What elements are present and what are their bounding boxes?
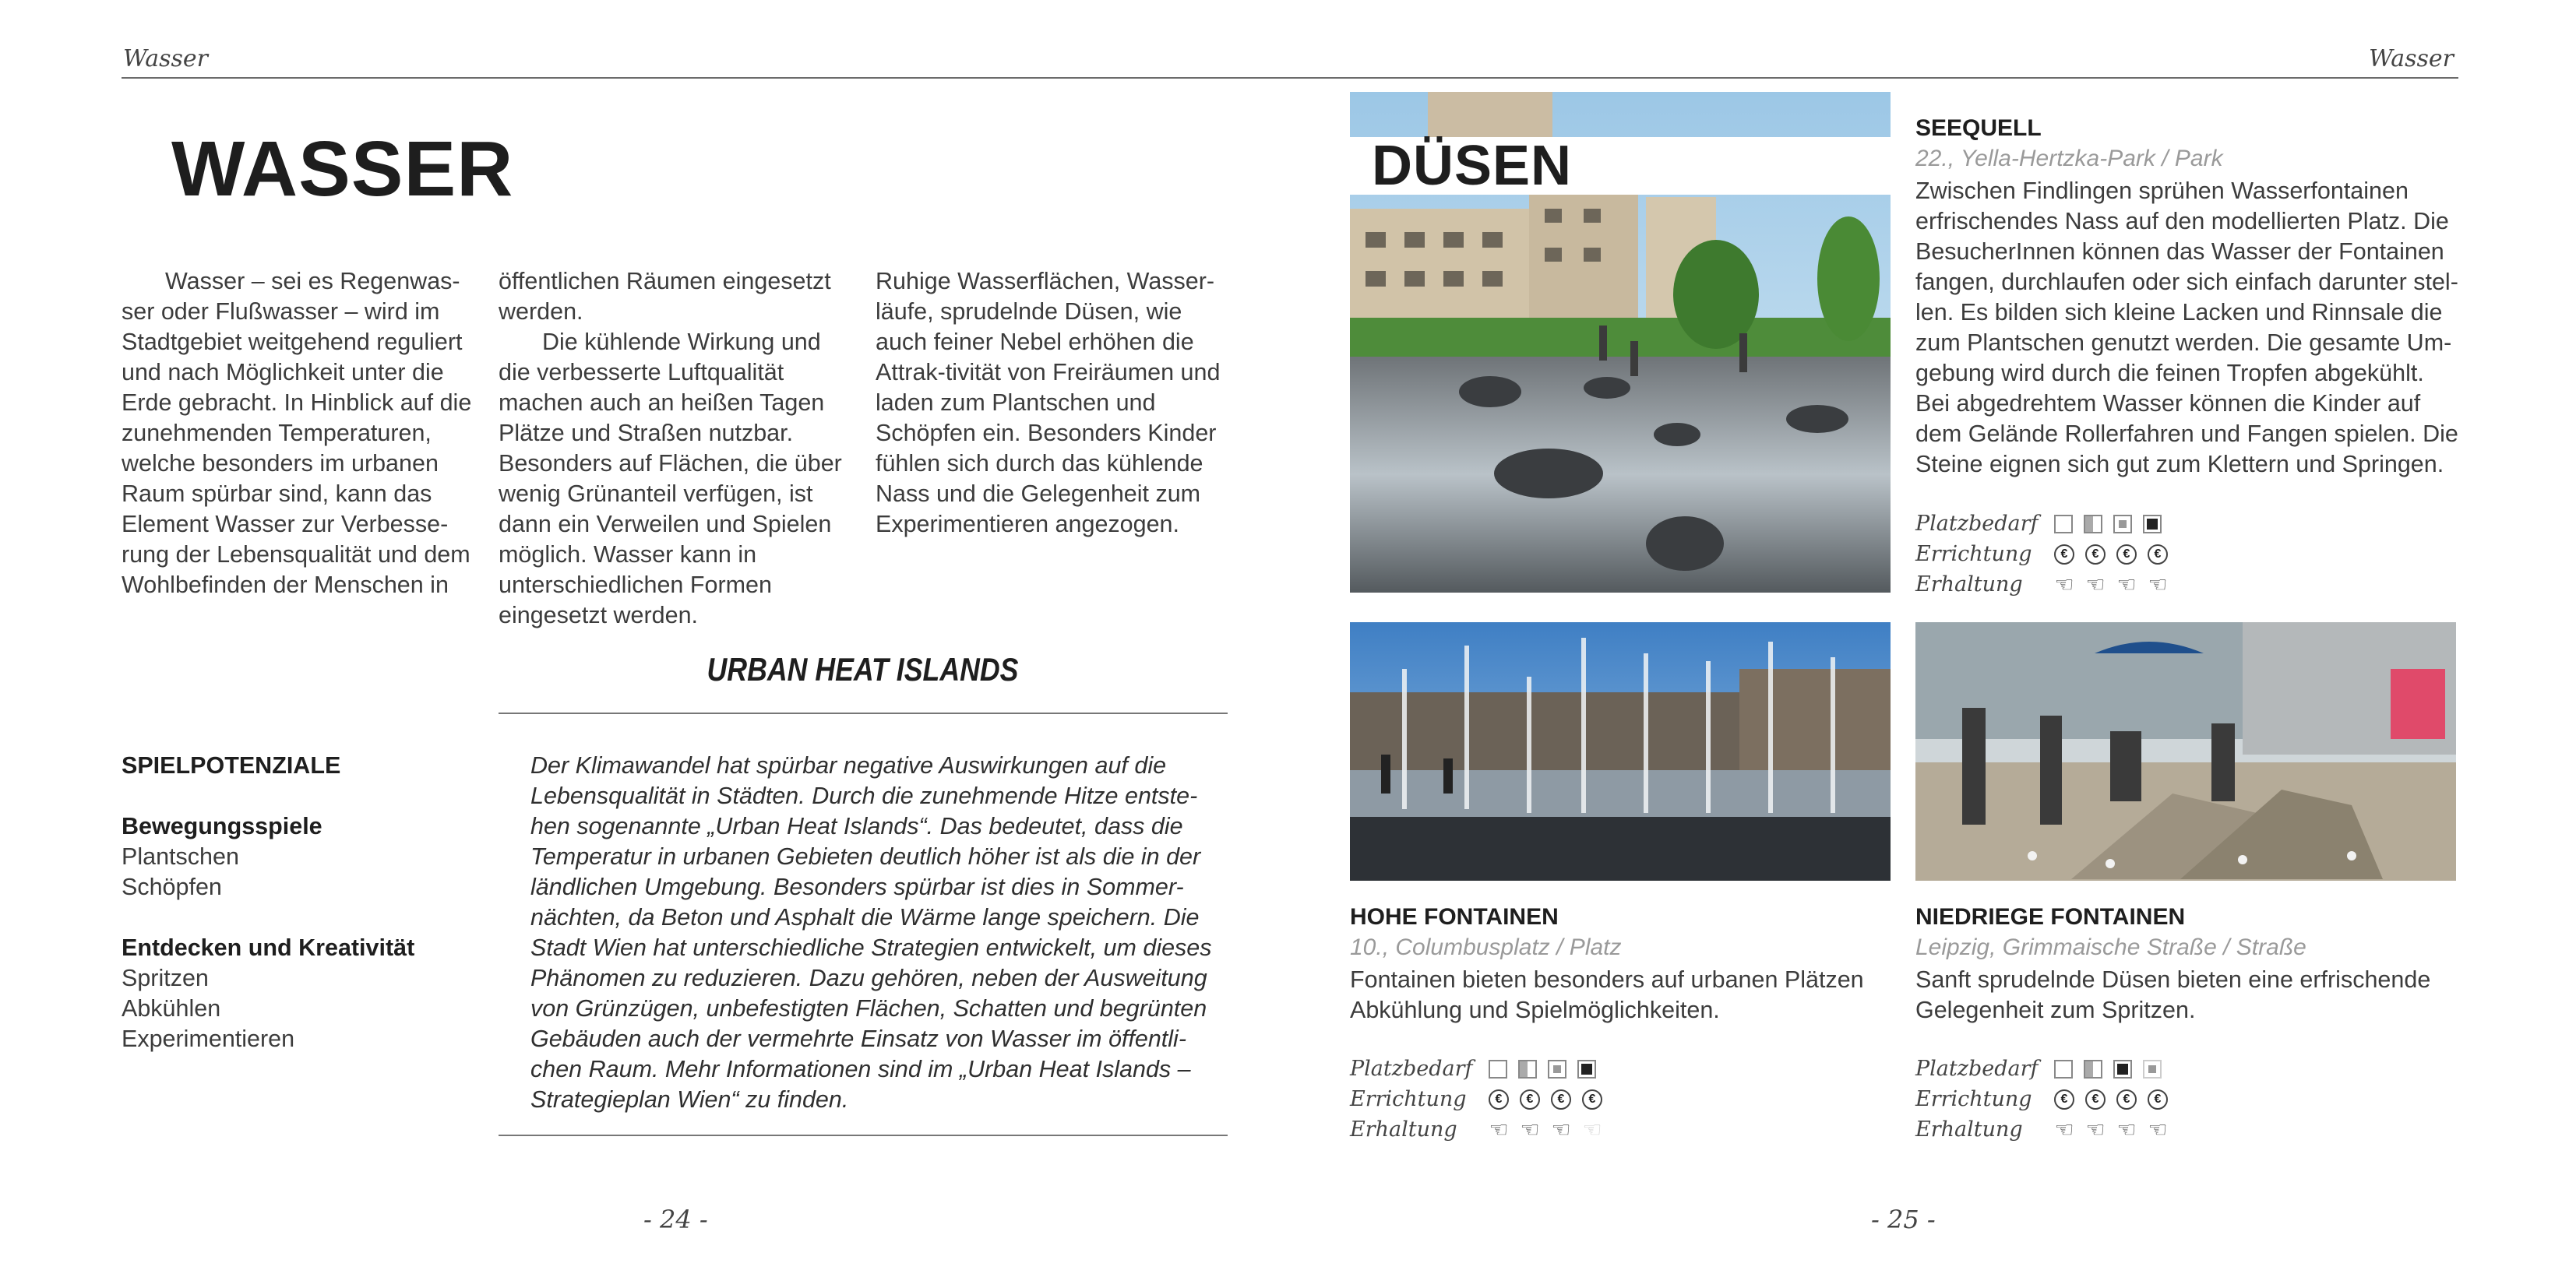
platz-icon xyxy=(2113,1060,2132,1079)
page-number-right: - 25 - xyxy=(1871,1205,1936,1234)
page-number-left: - 24 - xyxy=(643,1205,708,1234)
uhi-heading: URBAN HEAT ISLANDS xyxy=(707,651,1019,688)
rating-label-platz: Platzbedarf xyxy=(1915,1057,2039,1081)
platz-icon xyxy=(2113,515,2132,533)
running-header-left: Wasser xyxy=(123,45,208,72)
hand-icon: ☜ xyxy=(1582,1117,1602,1142)
intro-paragraph-3: Ruhige Wasserflächen, Wasser-läufe, sprudelnde Düsen, wie auch feiner Nebel erhöhen die Attrak-tivität von Freiräumen und laden zum Plantschen und Schöpfen ein. Besonders Kinder fühlen sich durch das kühlende Nass und die Gelegenheit zum Experimentieren angezogen. xyxy=(876,268,1221,537)
euro-icon: € xyxy=(1489,1089,1509,1110)
niedrige-fontainen-location: Leipzig, Grimmaische Straße / Straße xyxy=(1915,934,2306,960)
hohe-fontainen-illustration xyxy=(1350,622,1891,881)
hohe-fontainen-text: Fontainen bieten besonders auf urbanen Plätzen Abkühlung und Spielmöglichkeiten. xyxy=(1350,966,1864,1023)
uhi-rule-top xyxy=(499,713,1228,714)
euro-icon: € xyxy=(1582,1089,1602,1110)
seequell-location: 22., Yella-Hertzka-Park / Park xyxy=(1915,146,2223,171)
hohe-fontainen-location: 10., Columbusplatz / Platz xyxy=(1350,934,1622,960)
section-title: DÜSEN xyxy=(1372,135,1573,197)
entdecken-heading: Entdecken und Kreativität xyxy=(122,934,415,961)
spielpotenziale-heading: SPIELPOTENZIALE xyxy=(122,752,341,779)
euro-icon: € xyxy=(2054,544,2074,565)
hohe-fontainen-heading: HOHE FONTAINEN xyxy=(1350,904,1559,930)
list-item: Spritzen xyxy=(122,965,209,991)
intro-paragraph-1: Wasser – sei es Regenwas-ser oder Flußwasser – wird im Stadtgebiet weitgehend reguliert und nach Möglichkeit unter die Erde gebracht. In Hinblick auf die zunehmenden Temperaturen, welche besonders im urbanen Raum spürbar sind, kann das Element Wasser zur Verbesse-rung der Lebensqualität und dem Wohlbefinden der Menschen in xyxy=(122,268,472,598)
hand-icon: ☜ xyxy=(1520,1117,1540,1142)
euro-icon: € xyxy=(2116,1089,2137,1110)
rating-label-erhaltung: Erhaltung xyxy=(1350,1117,1457,1142)
hand-icon: ☜ xyxy=(2085,1117,2106,1142)
platz-icon xyxy=(2054,1060,2073,1079)
hand-icon: ☜ xyxy=(2054,1117,2074,1142)
euro-icon: € xyxy=(2085,544,2106,565)
spielpotenziale xyxy=(122,751,464,1054)
hand-icon: ☜ xyxy=(1551,1117,1571,1142)
niedrige-fontainen-illustration xyxy=(1915,622,2456,881)
hohe-fontainen-rating xyxy=(1350,1054,1602,1145)
seequell-text: Zwischen Findlingen sprühen Wasserfontainen erfrischendes Nass auf den modellierten Platz. Die BesucherInnen können das Wasser der Fontainen fangen, durchlaufen oder sich einfach darunter stel-len. Es bilden sich kleine Lacken und Rinnsale die zum Plantschen genutzt werden. Die gesamte Um-gebung wird durch die feinen Tropfen abgekühlt. Bei abgedrehtem Wasser können die Kinder auf dem Gelände Rollerfahren und Fangen spielen. Die Steine eignen sich gut zum Klettern und Springen. xyxy=(1915,178,2458,477)
niedrige-fontainen-photo xyxy=(1915,622,2456,881)
platz-icon xyxy=(2143,1060,2162,1079)
uhi-text: Der Klimawandel hat spürbar negative Auswirkungen auf die Lebensqualität in Städten. Durch die zunehmende Hitze entste-hen sogenannte „Urban Heat Islands“. Das bedeutet, dass die Temperatur in urbanen Gebieten deutlich höher ist als die in der ländlichen Umgebung. Besonders spürbar ist dies in Sommer-nächten, da Beton und Asphalt die Wärme lange speichern. Die Stadt Wien hat unterschiedliche Strategien entwickelt, um dieses Phänomen zu reduzieren. Dazu gehören, neben der Ausweitung von Grünzügen, unbefestigten Flächen, Schatten und begrünten Gebäuden auch der vermehrte Einsatz von Wasser im öffentli-chen Raum. Mehr Informationen sind im „Urban Heat Islands – Strategieplan Wien“ zu finden. xyxy=(530,752,1212,1113)
header-rule xyxy=(122,77,2458,79)
euro-icon: € xyxy=(2148,1089,2168,1110)
hand-icon: ☜ xyxy=(2116,1117,2137,1142)
euro-icon: € xyxy=(2148,544,2168,565)
platz-icon xyxy=(2143,515,2162,533)
rating-label-errichtung: Errichtung xyxy=(1915,1087,2032,1111)
rating-label-errichtung: Errichtung xyxy=(1915,542,2032,566)
seequell-rating xyxy=(1915,509,2168,600)
niedrige-fontainen-rating xyxy=(1915,1054,2168,1145)
euro-icon: € xyxy=(2085,1089,2106,1110)
intro-column-1 xyxy=(122,266,472,600)
seequell-heading: SEEQUELL xyxy=(1915,115,2042,141)
seequell-photo xyxy=(1350,92,1891,593)
platz-icon xyxy=(2054,515,2073,533)
intro-paragraph-2b: Die kühlende Wirkung und die verbesserte Luftqualität machen auch an heißen Tagen Plätze und Straßen nutzbar. Besonders auf Flächen, die über wenig Grünanteil verfügen, ist dann ein Verweilen und Spielen möglich. Wasser kann in unterschiedlichen Formen eingesetzt werden. xyxy=(499,329,842,628)
intro-paragraph-2a: öffentlichen Räumen eingesetzt werden. xyxy=(499,268,831,325)
hand-icon: ☜ xyxy=(2116,572,2137,596)
bewegungsspiele-heading: Bewegungsspiele xyxy=(122,813,322,839)
uhi-rule-bottom xyxy=(499,1135,1228,1136)
hand-icon: ☜ xyxy=(2054,572,2074,596)
niedrige-fontainen-text: Sanft sprudelnde Düsen bieten eine erfrischende Gelegenheit zum Spritzen. xyxy=(1915,966,2431,1023)
platz-icon xyxy=(2084,1060,2102,1079)
hand-icon: ☜ xyxy=(2148,1117,2168,1142)
intro-column-3 xyxy=(876,266,1234,540)
rating-label-erhaltung: Erhaltung xyxy=(1915,572,2023,596)
platz-icon xyxy=(1489,1060,1507,1079)
list-item: Abkühlen xyxy=(122,995,221,1022)
hohe-fontainen-photo xyxy=(1350,622,1891,881)
running-header-right: Wasser xyxy=(2369,45,2454,72)
rating-label-platz: Platzbedarf xyxy=(1915,512,2039,536)
hand-icon: ☜ xyxy=(2148,572,2168,596)
euro-icon: € xyxy=(1551,1089,1571,1110)
niedrige-fontainen-heading: NIEDRIEGE FONTAINEN xyxy=(1915,904,2186,930)
hand-icon: ☜ xyxy=(1489,1117,1509,1142)
page-title: WASSER xyxy=(171,125,514,213)
euro-icon: € xyxy=(2054,1089,2074,1110)
platz-icon xyxy=(2084,515,2102,533)
euro-icon: € xyxy=(1520,1089,1540,1110)
euro-icon: € xyxy=(2116,544,2137,565)
rating-label-platz: Platzbedarf xyxy=(1350,1057,1473,1081)
list-item: Experimentieren xyxy=(122,1026,295,1052)
hand-icon: ☜ xyxy=(2085,572,2106,596)
platz-icon xyxy=(1577,1060,1596,1079)
rating-label-errichtung: Errichtung xyxy=(1350,1087,1467,1111)
list-item: Plantschen xyxy=(122,843,239,870)
rating-label-erhaltung: Erhaltung xyxy=(1915,1117,2023,1142)
list-item: Schöpfen xyxy=(122,874,222,900)
platz-icon xyxy=(1548,1060,1566,1079)
platz-icon xyxy=(1518,1060,1537,1079)
intro-column-2 xyxy=(499,266,853,631)
